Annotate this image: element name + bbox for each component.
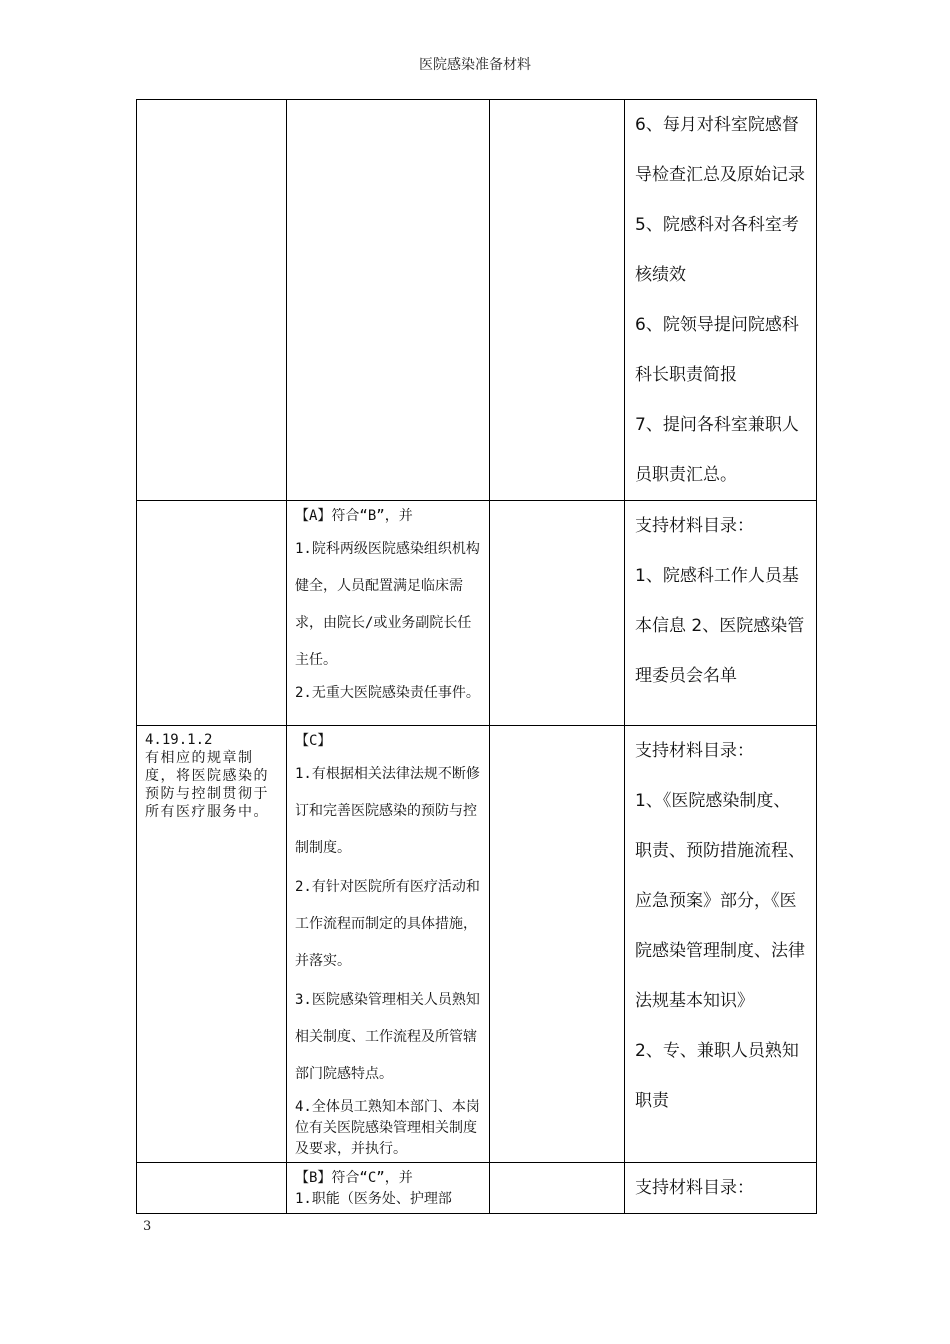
requirement-grade: 【B】符合“C”，并 bbox=[295, 1170, 413, 1186]
standard-code: 4.19.1.2 bbox=[145, 732, 213, 748]
page-header-title: 医院感染准备材料 bbox=[419, 57, 531, 73]
table-row bbox=[137, 501, 817, 726]
requirement-item: 1.职能（医务处、护理部 bbox=[295, 1191, 452, 1207]
material-item: 5、院感科对各科室考核绩效 bbox=[635, 215, 799, 285]
material-heading: 支持材料目录： bbox=[635, 1178, 754, 1198]
requirement-item: 4.全体员工熟知本部门、本岗位有关医院感染管理相关制度及要求，并执行。 bbox=[295, 1099, 480, 1157]
requirement-item: 1.院科两级医院感染组织机构健全，人员配置满足临床需求，由院长/或业务副院长任主任。 bbox=[295, 541, 480, 668]
requirement-grade: 【C】 bbox=[295, 733, 332, 749]
standard-cell bbox=[137, 501, 287, 726]
requirement-cell bbox=[287, 726, 490, 1163]
material-item: 1、院感科工作人员基本信息 2、医院感染管理委员会名单 bbox=[635, 566, 805, 686]
standard-cell bbox=[137, 726, 287, 1163]
standard-description: 有相应的规章制度，将医院感染的预防与控制贯彻于所有医疗服务中。 bbox=[145, 750, 269, 820]
requirement-item: 1.有根据相关法律法规不断修订和完善医院感染的预防与控制制度。 bbox=[295, 766, 480, 856]
material-item: 7、提问各科室兼职人员职责汇总。 bbox=[635, 415, 799, 485]
empty-cell bbox=[490, 726, 625, 1163]
requirement-cell bbox=[287, 501, 490, 726]
material-item: 1、《医院感染制度、职责、预防措施流程、应急预案》部分，《医院感染管理制度、法律法规基本知识》 bbox=[635, 791, 805, 1011]
requirement-grade: 【A】符合“B”，并 bbox=[295, 508, 413, 524]
requirement-item: 3.医院感染管理相关人员熟知相关制度、工作流程及所管辖部门院感特点。 bbox=[295, 992, 480, 1082]
material-item: 2、专、兼职人员熟知职责 bbox=[635, 1041, 799, 1111]
empty-cell bbox=[490, 100, 625, 501]
requirement-cell bbox=[287, 1163, 490, 1214]
material-heading: 支持材料目录： bbox=[635, 516, 754, 536]
materials-cell bbox=[625, 726, 817, 1163]
material-item: 6、每月对科室院感督导检查汇总及原始记录 bbox=[635, 115, 805, 185]
requirement-cell bbox=[287, 100, 490, 501]
materials-cell bbox=[625, 501, 817, 726]
table-row bbox=[137, 1163, 817, 1214]
material-item: 6、院领导提问院感科科长职责简报 bbox=[635, 315, 799, 385]
standard-cell bbox=[137, 1163, 287, 1214]
empty-cell bbox=[490, 1163, 625, 1214]
standards-table bbox=[136, 99, 817, 1214]
requirement-item: 2.有针对医院所有医疗活动和工作流程而制定的具体措施，并落实。 bbox=[295, 879, 480, 969]
empty-cell bbox=[490, 501, 625, 726]
material-heading: 支持材料目录： bbox=[635, 741, 754, 761]
page-number: 3 bbox=[143, 1219, 152, 1234]
materials-cell bbox=[625, 1163, 817, 1214]
table-row bbox=[137, 100, 817, 501]
table-row bbox=[137, 726, 817, 1163]
standard-cell bbox=[137, 100, 287, 501]
materials-cell bbox=[625, 100, 817, 501]
requirement-item: 2.无重大医院感染责任事件。 bbox=[295, 685, 480, 701]
